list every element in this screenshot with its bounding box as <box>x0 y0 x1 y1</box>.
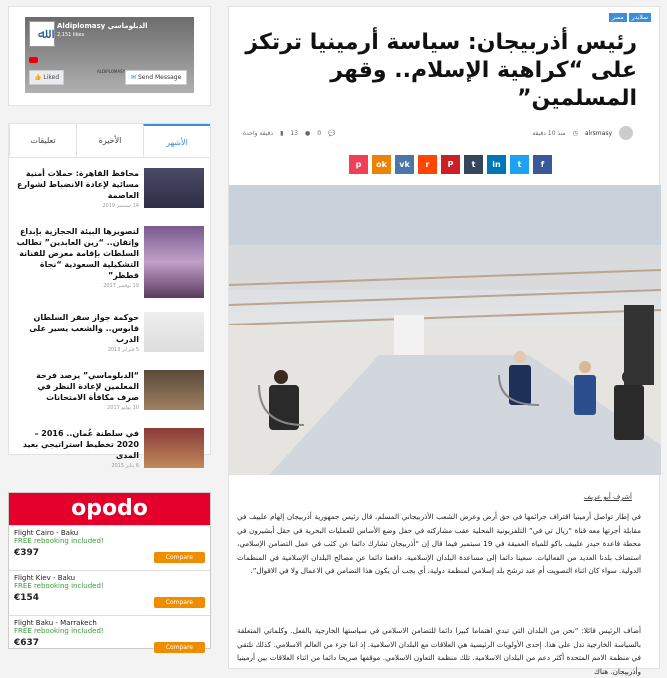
tab-bar <box>9 124 210 158</box>
twitter-share-button[interactable]: t <box>510 155 529 174</box>
category-badge[interactable]: مصر <box>609 13 627 22</box>
article-meta <box>243 124 633 142</box>
messenger-icon: ✉ <box>131 74 137 81</box>
article-byline[interactable]: أشرف أبو عريف <box>583 493 632 501</box>
time-ago: منذ 10 دقيقة <box>532 129 566 137</box>
avatar[interactable] <box>619 126 633 140</box>
vk-share-button[interactable]: vk <box>395 155 414 174</box>
flight-price: €154 <box>14 593 40 603</box>
comments-count[interactable]: 0 <box>317 129 322 137</box>
article-paragraph: أضاف الرئيس قائلا: “نحن من البلدان التي تبدي اهتماما كبيرا دائما للتضامن الاسلامي في سياستها الخارجية بالفعل. وكلماتي المتعلقة بالسياسة الخارجية تدل على هذا. إحدى الأولويات الرئيسية هي العلاقات مع البلدان الاسلامية. إذ اننا جزء من العالم الاسلامي. كذلك نلتقي في منظمة الامم المتحدة أكثر دعم من البلدان الاسلامية. تلك منظمة التعاون الاسلامي. موقفها صريحا دائما من اثناء العلاقات بين أرمينيا وأذربيجان. هناك <box>237 626 641 676</box>
news-thumbnail[interactable] <box>144 226 204 298</box>
list-item[interactable] <box>9 366 210 420</box>
fb-like-button[interactable] <box>29 70 64 85</box>
fb-likes-count: 2,151 likes <box>57 32 85 38</box>
views-count: 13 <box>290 129 299 137</box>
news-title[interactable]: محافظ القاهرة: حملات أمنية مسائية لإعادة الانضباط لشوارع العاصمة <box>17 169 139 200</box>
article-paragraph: في إطار تواصل أرمينيا اقتراف جرائمها في حق أرض وعرض الشعب الأذربيجاني المسلم، قال رئيس جمهورية أذربيجان إلهام علييف في مقابلة أجرتها معه قناة “ريال تي في” التلفزيونية المحلية عقب مشاركته في حفل وضع الأساس للعمليات البحرية في حقل أبشيرون في محطة قاعدة حيدر علييف باكو للمياه العميقة في 19 سبتمبر فيما قال إن “أذربيجان تشارك دائما عن كثب في عمل التضامن الإسلامي، استضاف بلدنا العديد من الفعاليات. سعينا دائما إلى مساعدة البلدان الإسلامية. دافعنا دائما عن مصالح البلدان الإسلامية في المنظمات الدولية. سواء كان اثناء التصويت أم عند ترشح بلد إسلامي لمنظمة دولية، أي يجب أن يكون هذا التضامن في الاعمال ولا في الاقوال”. <box>237 512 642 575</box>
views-icon: ● <box>305 129 311 137</box>
news-title[interactable]: لتصويرها البيئة الحجازية بإبداع وإتقان.. “زين العابدين” تطالب السلطات بإقامة معرض للفنانة التشكيلية السعودية “نجاة قطظر” <box>16 227 139 280</box>
comments-icon: 💬 <box>328 129 336 137</box>
read-time: دقيقة واحدة <box>243 129 274 137</box>
flight-route: Flight Cairo - Baku <box>14 529 79 537</box>
posts-tabs-widget <box>8 123 211 469</box>
bookmark-icon: ▮ <box>280 129 284 137</box>
author-name[interactable]: alrsmasy <box>584 129 612 137</box>
opodo-ad[interactable] <box>8 492 211 649</box>
tumblr-share-button[interactable]: t <box>464 155 483 174</box>
rebooking-note: FREE rebooking included! <box>14 537 104 545</box>
facebook-share-button[interactable]: f <box>533 155 552 174</box>
pinterest-share-button[interactable]: P <box>441 155 460 174</box>
fb-page-name[interactable]: Aldiplomasy الدبلوماسي <box>57 22 148 30</box>
tab-popular[interactable]: الأشهر <box>143 124 210 157</box>
tab-comments[interactable]: تعليقات <box>9 124 76 157</box>
news-thumbnail[interactable] <box>144 168 204 208</box>
news-thumbnail[interactable] <box>144 312 204 352</box>
compare-button[interactable]: Compare <box>154 597 205 608</box>
odnoklassniki-share-button[interactable]: ok <box>372 155 391 174</box>
flight-price: €397 <box>14 548 40 558</box>
ad-brand[interactable]: opodo <box>9 493 210 525</box>
fb-send-label: Send Message <box>137 74 182 81</box>
list-item[interactable] <box>9 308 210 362</box>
news-thumbnail[interactable] <box>144 428 204 468</box>
sidebar <box>8 6 211 651</box>
reddit-share-button[interactable]: r <box>418 155 437 174</box>
linkedin-share-button[interactable]: in <box>487 155 506 174</box>
ad-flight-row[interactable] <box>9 525 210 570</box>
thumbs-up-icon: 👍 <box>34 74 42 81</box>
fb-like-label: Liked <box>43 74 60 81</box>
news-date: 19 نوفمبر 2017 <box>103 283 139 289</box>
cover-logo-text: ALDIPLOMASY <box>97 69 126 74</box>
ad-flight-row[interactable] <box>9 615 210 660</box>
facebook-page-widget <box>8 6 211 106</box>
clock-icon: ◷ <box>572 129 578 137</box>
flight-route: Flight Kiev - Baku <box>14 574 76 582</box>
news-date: 10 يوليو 2017 <box>107 405 139 411</box>
article-container <box>228 6 660 676</box>
news-date: 5 فبراير 2013 <box>107 347 139 353</box>
news-thumbnail[interactable] <box>144 370 204 410</box>
flight-price: €637 <box>14 638 40 648</box>
youtube-icon[interactable] <box>29 57 38 63</box>
list-item[interactable] <box>9 424 210 478</box>
page-logo: ﷲ <box>29 21 55 47</box>
flight-route: Flight Baku - Marrakech <box>14 619 97 627</box>
category-badge[interactable]: سلايدر <box>629 13 651 22</box>
category-badges <box>609 13 651 22</box>
pocket-share-button[interactable]: p <box>349 155 368 174</box>
article-photo <box>229 185 661 475</box>
fb-cover[interactable] <box>25 17 194 93</box>
ad-flight-row[interactable] <box>9 570 210 615</box>
list-item[interactable] <box>9 222 210 302</box>
rebooking-note: FREE rebooking included! <box>14 627 104 635</box>
fb-send-message-button[interactable] <box>125 70 187 85</box>
news-date: 6 يناير 2015 <box>111 463 139 469</box>
compare-button[interactable]: Compare <box>154 642 205 653</box>
rebooking-note: FREE rebooking included! <box>14 582 104 590</box>
news-date: 14 سبتمبر 2019 <box>102 203 139 209</box>
tab-latest[interactable]: الأخيرة <box>76 124 143 157</box>
news-title[interactable]: “الدبلوماسي” يرصد فرحة المعلمين لإعادة النظر في صرف مكافأة الامتحانات <box>36 371 139 402</box>
share-buttons <box>349 155 552 174</box>
compare-button[interactable]: Compare <box>154 552 205 563</box>
article-title: رئيس أذربيجان: سياسة أرمينيا ترتكز على “كراهية الإسلام.. وقهر المسلمين” <box>245 30 637 111</box>
news-title[interactable]: في سلطنة عُمان.. 2016 – 2020 تخطيط استراتيجي بعيد المدى <box>22 429 139 460</box>
news-title[interactable]: حوكمة جواز سفر السلطان قابوس.. والشعب يسير على الدرب <box>29 313 139 344</box>
photo-illustration <box>229 185 661 475</box>
list-item[interactable] <box>9 164 210 218</box>
